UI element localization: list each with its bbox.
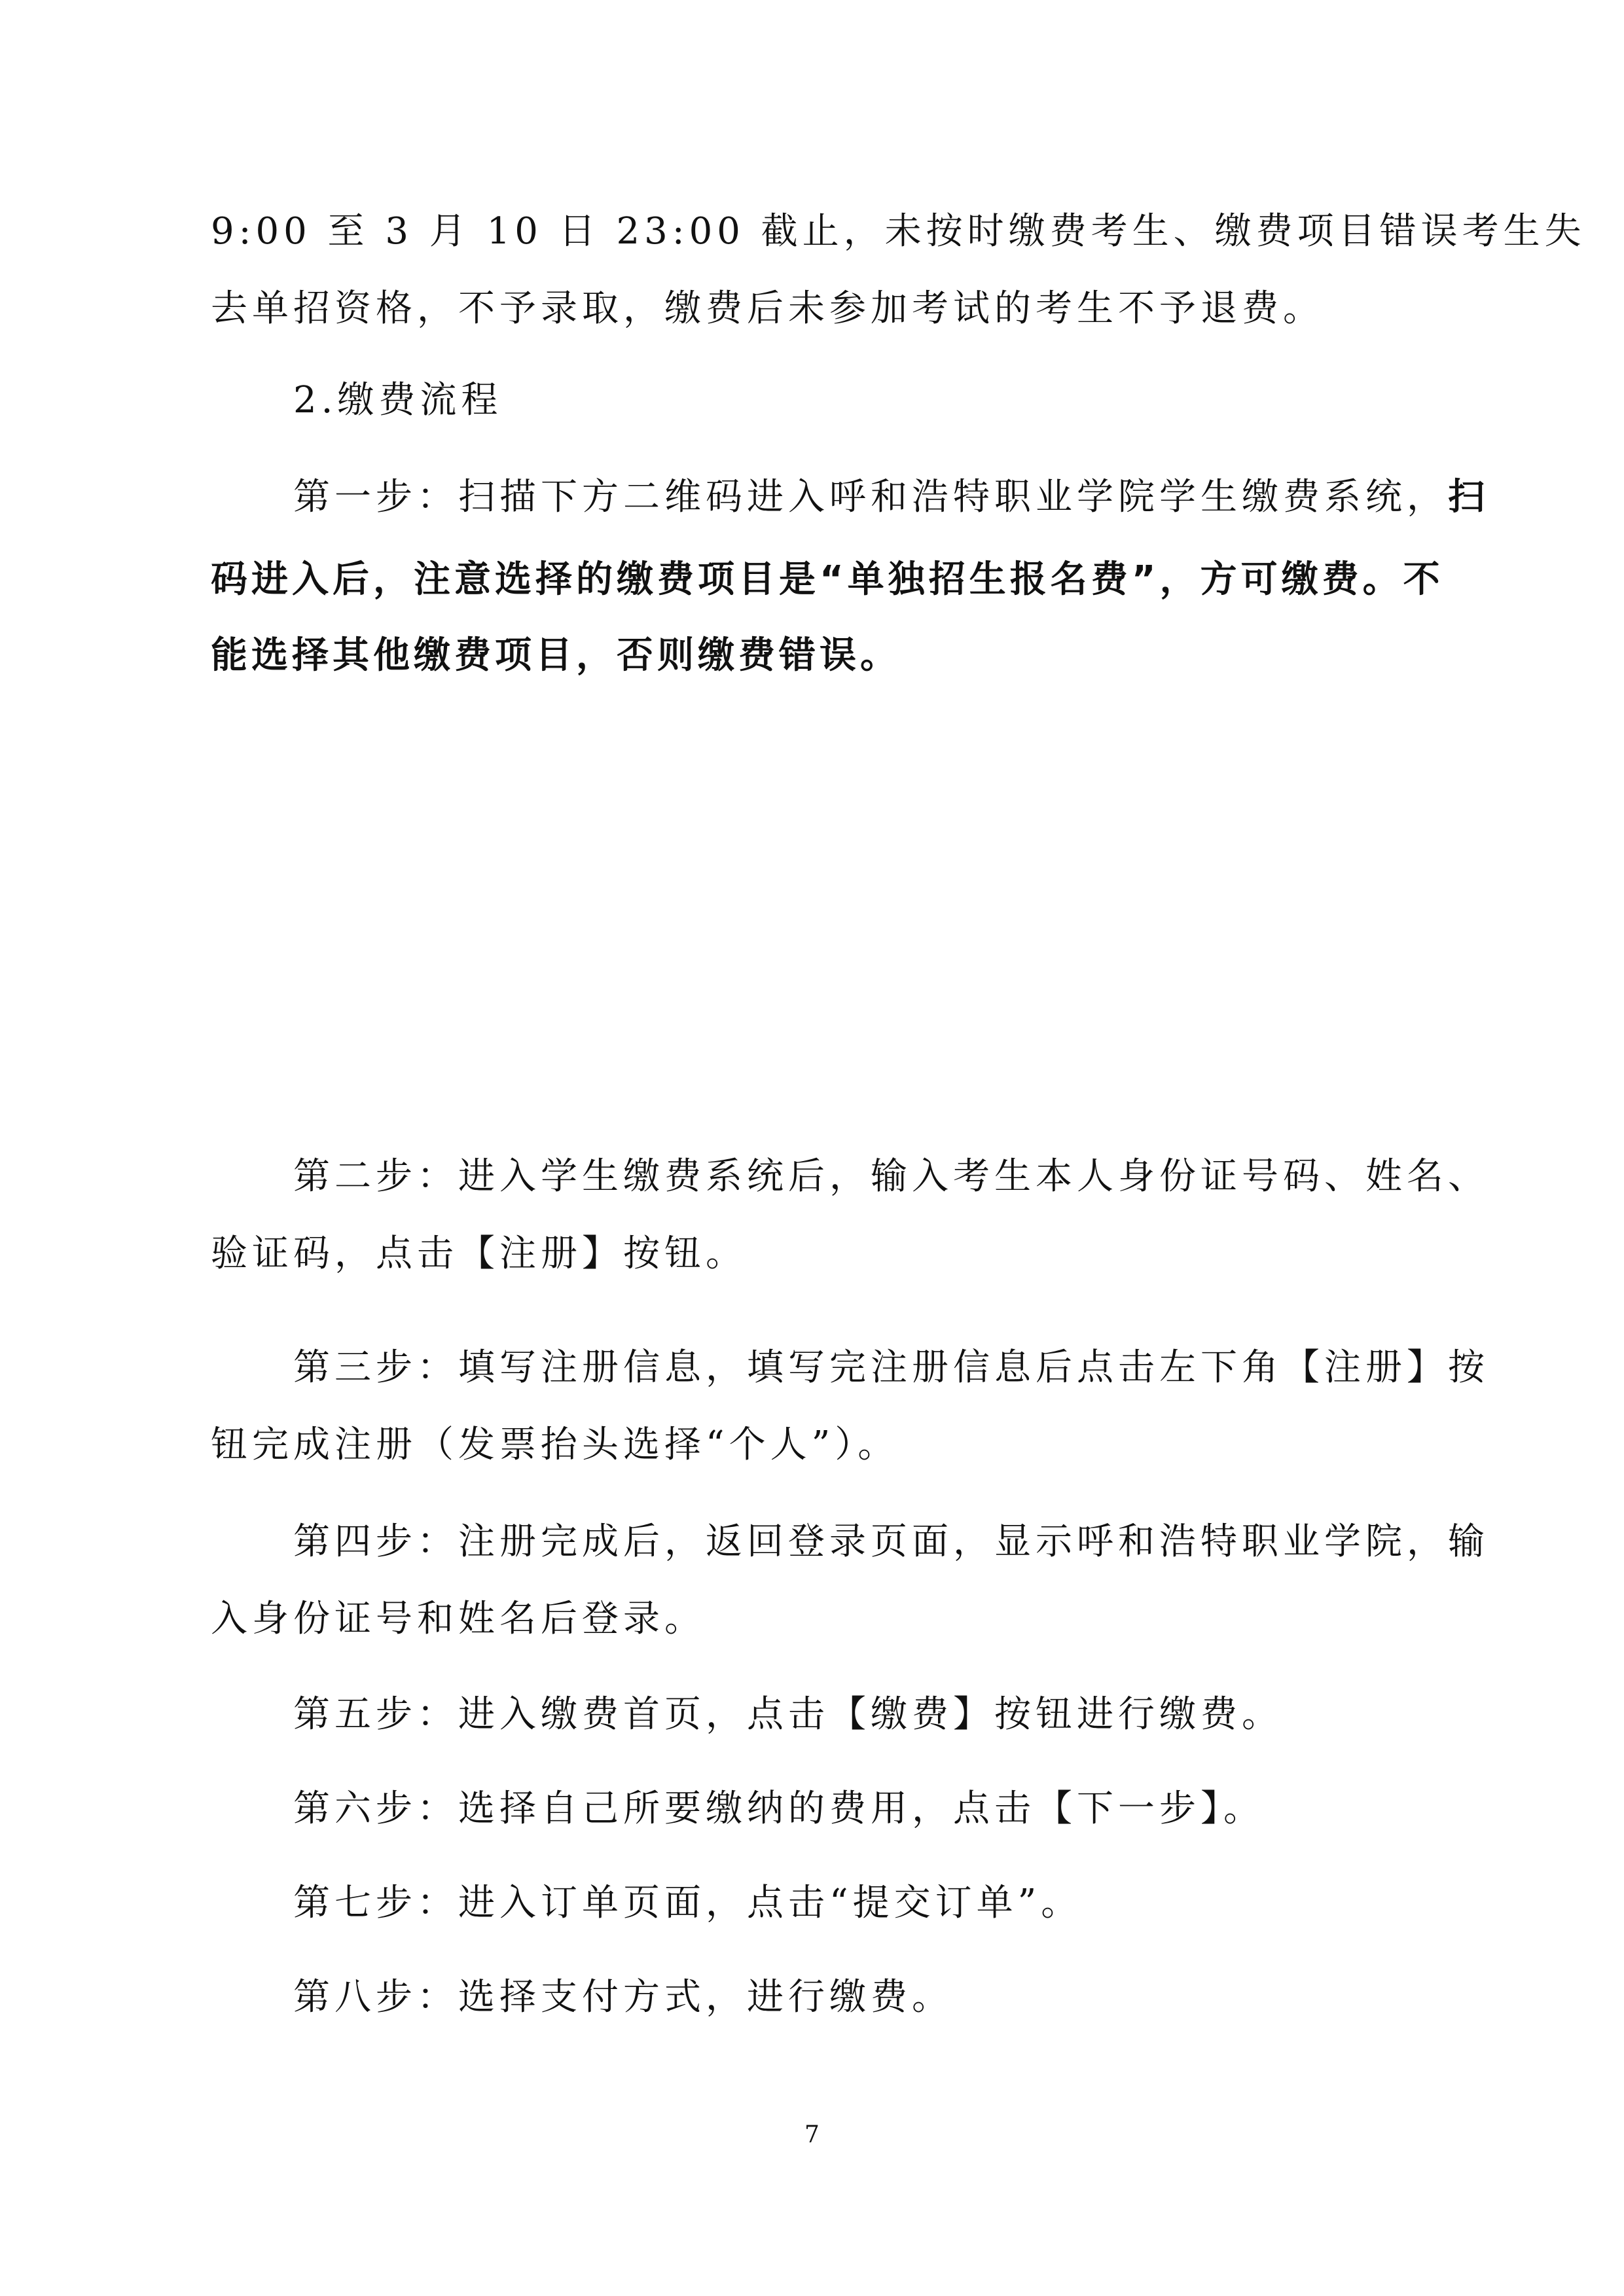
section-heading: 2.缴费流程 (293, 379, 503, 422)
step7-line: 第七步：进入订单页面，点击“提交订单”。 (293, 1882, 1083, 1924)
step8-line: 第八步：选择支付方式，进行缴费。 (293, 1976, 953, 2018)
step1-emphasis-start: 扫 (1448, 476, 1489, 518)
step1-text: 第一步：扫描下方二维码进入呼和浩特职业学院学生缴费系统， (293, 476, 1448, 518)
step3-line-2: 钮完成注册（发票抬头选择“个人”）。 (211, 1424, 899, 1466)
step4-line-2: 入身份证号和姓名后登录。 (211, 1598, 706, 1640)
step5-line: 第五步：进入缴费首页，点击【缴费】按钮进行缴费。 (293, 1693, 1283, 1736)
page-number: 7 (804, 2121, 820, 2148)
step2-line-1: 第二步：进入学生缴费系统后，输入考生本人身份证号码、姓名、 (293, 1155, 1489, 1198)
step3-line-1: 第三步：填写注册信息，填写完注册信息后点击左下角【注册】按 (293, 1346, 1489, 1389)
step2-line-2: 验证码，点击【注册】按钮。 (211, 1232, 747, 1275)
intro-line-2: 去单招资格，不予录取，缴费后未参加考试的考生不予退费。 (211, 287, 1324, 330)
step1-emphasis-line-2: 码进入后，注意选择的缴费项目是“单独招生报名费”，方可缴费。不 (211, 558, 1444, 601)
step4-line-1: 第四步：注册完成后，返回登录页面，显示呼和浩特职业学院，输 (293, 1520, 1489, 1563)
step6-line: 第六步：选择自己所要缴纳的费用，点击【下一步】。 (293, 1787, 1265, 1830)
step1-line-1 (293, 474, 1489, 521)
step1-emphasis-line-3: 能选择其他缴费项目，否则缴费错误。 (211, 634, 901, 677)
intro-line-1: 9:00 至 3 月 10 日 23:00 截止，未按时缴费考生、缴费项目错误考生失 (211, 210, 1586, 253)
